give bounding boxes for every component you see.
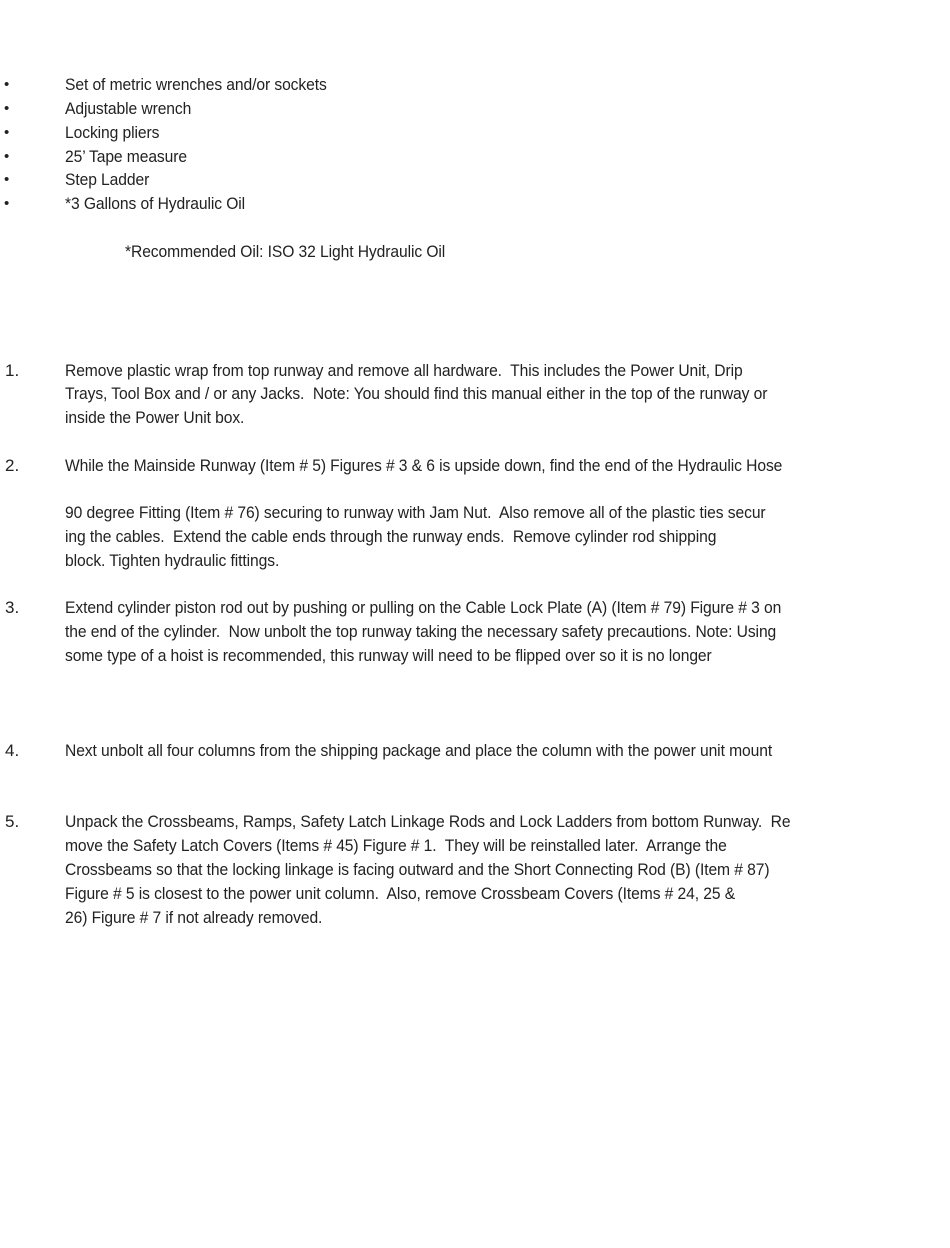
step-text-line: block. Tighten hydraulic fittings. — [65, 551, 280, 570]
bullet: • — [4, 195, 10, 212]
step-text-line: Extend cylinder piston rod out by pushing or pulling on the Cable Lock Plate (A) (Item # 79) Figure # 3 on — [65, 598, 782, 617]
step-number: 2. — [5, 456, 20, 475]
step-text-line: some type of a hoist is recommended, this runway will need to be flipped over so it is no longer — [65, 646, 712, 665]
step-text-line: Remove plastic wrap from top runway and remove all hardware. This includes the Power Unit, Drip — [65, 361, 743, 380]
oil-note: *Recommended Oil: ISO 32 Light Hydraulic Oil — [125, 242, 446, 261]
step-number: 5. — [5, 812, 20, 831]
bullet: • — [4, 76, 10, 93]
tool-item: Locking pliers — [65, 123, 160, 142]
step-text-line: Figure # 5 is closest to the power unit column. Also, remove Crossbeam Covers (Items # 24, 25 & — [65, 884, 736, 903]
tool-item: Set of metric wrenches and/or sockets — [65, 75, 327, 94]
step-number: 3. — [5, 598, 20, 617]
tool-item: Adjustable wrench — [65, 99, 192, 118]
step-text-line: ing the cables. Extend the cable ends through the runway ends. Remove cylinder rod shipping — [65, 527, 717, 546]
step-text-line: Next unbolt all four columns from the shipping package and place the column with the power unit mount — [65, 741, 773, 760]
step-text-line: Trays, Tool Box and / or any Jacks. Note: You should find this manual either in the top of the runway or — [65, 384, 768, 403]
bullet: • — [4, 148, 10, 165]
step-text-line: While the Mainside Runway (Item # 5) Figures # 3 & 6 is upside down, find the end of the Hydraulic Hose — [65, 456, 783, 475]
tool-item: Step Ladder — [65, 170, 150, 189]
step-text-line: Unpack the Crossbeams, Ramps, Safety Latch Linkage Rods and Lock Ladders from bottom Runway. Re — [65, 812, 791, 831]
tool-item: *3 Gallons of Hydraulic Oil — [65, 194, 246, 213]
step-text-line: 26) Figure # 7 if not already removed. — [65, 908, 323, 927]
step-text-line: inside the Power Unit box. — [65, 408, 245, 427]
bullet: • — [4, 171, 10, 188]
bullet: • — [4, 100, 10, 117]
step-number: 1. — [5, 361, 20, 380]
tool-item: 25’ Tape measure — [65, 147, 188, 166]
step-text-line: the end of the cylinder. Now unbolt the top runway taking the necessary safety precautions. Note: Using — [65, 622, 777, 641]
step-text-line: Crossbeams so that the locking linkage is facing outward and the Short Connecting Rod (B) (Item # 87) — [65, 860, 770, 879]
bullet: • — [4, 124, 10, 141]
step-number: 4. — [5, 741, 20, 760]
step-text-line: 90 degree Fitting (Item # 76) securing to runway with Jam Nut. Also remove all of the plastic ties secur — [65, 503, 766, 522]
step-text-line: move the Safety Latch Covers (Items # 45) Figure # 1. They will be reinstalled later. Arrange the — [65, 836, 727, 855]
